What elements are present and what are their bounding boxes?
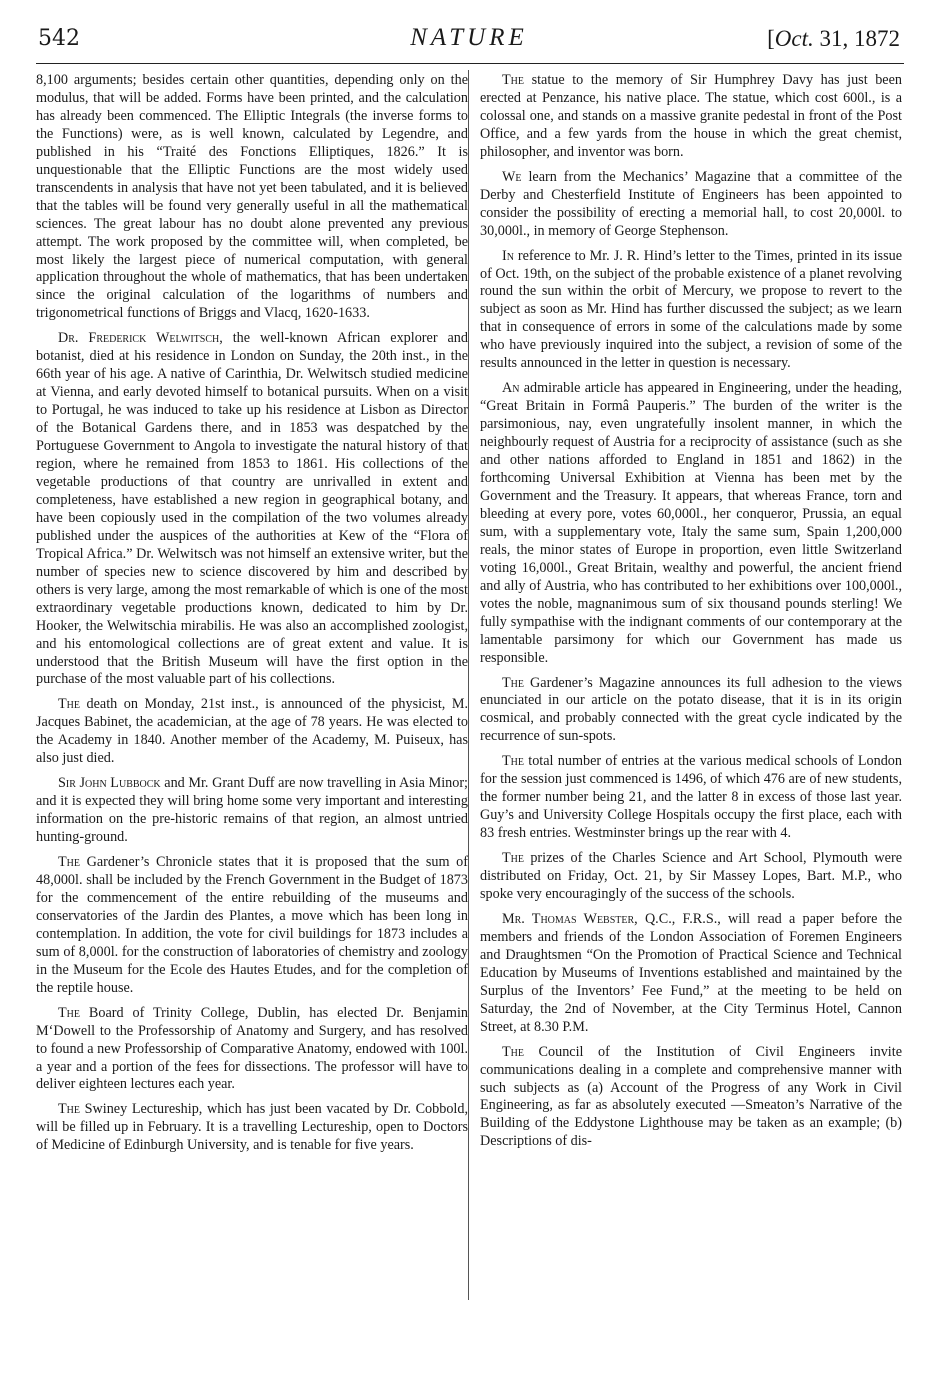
paragraph-stephenson-memorial: We learn from the Mechanics’ Magazine that a committee of the Derby and Chesterfield Institute of Engineers has been appointed to consider the possibility of erecting a memorial hall, to cost 20,000l. to 30,000l., in memory of George Stephenson. <box>480 168 902 239</box>
paragraph-civil-engineers: The Council of the Institution of Civil Engineers invite communications dealing in a complete and comprehensive manner with such subjects as (a) Account of the Progress of any Work in Civil Engineering, as far as absolutely executed —Smeaton’s Narrative of the Building of the Eddystone Lighthouse may be taken as an example; (b) Descriptions of dis- <box>480 1043 902 1150</box>
paragraph-davy-statue: The statue to the memory of Sir Humphrey Davy has just been erected at Penzance, his native place. The statue, which cost 600l., is a colossal one, and stands on a massive granite pedestal in front of the Post Office, and a few yards from the house in which the great chemist, philosopher, and inventor was born. <box>480 72 902 160</box>
header-rule <box>36 63 904 64</box>
paragraph-plymouth-school: The prizes of the Charles Science and Art School, Plymouth were distributed on Friday, Oct. 21, by Sir Massey Lopes, Bart. M.P., who spoke very encouragingly of the success of the schools. <box>480 850 902 902</box>
paragraph-welwitsch: Dr. Frederick Welwitsch, the well-known African explorer and botanist, died at his residence in London on Sunday, the 20th inst., in the 66th year of his age. A native of Carinthia, Dr. Welwitsch studied medicine at Vienna, and early devoted himself to botanical pursuits. When on a visit to Portugal, he was induced to take up his residence at Lisbon as Director of the Botanical Gardens there, and in 1853 was despatched by the Portuguese Government to Angola to investigate the natural history of that region, where he remained from 1853 to 1861. His collections of the vegetable productions of that country are unrivalled in extent and completeness, have established a new region in geographical botany, and have been copiously used in the compilation of the two volumes already published under the auspices of the authorities at Kew of the “Flora of Tropical Africa.” Dr. Welwitsch was not himself an extensive writer, but the number of species new to science discovered by him and described by others is very large, among the most remarkable of which is one of the most extraordinary vegetable productions known, dedicated to him by Dr. Hooker, the Welwitschia mirabilis. He was also an accomplished zoologist, and his entomological collections are of great extent and value. It is understood that the British Museum will have the first option in the purchase of the most valuable part of his collections. <box>36 330 468 688</box>
paragraph-swiney-lectureship: The Swiney Lectureship, which has just been vacated by Dr. Cobbold, will be filled up in February. It is a travelling Lectureship, open to Doctors of Medicine of Edinburgh University, and is tenable for five years. <box>36 1101 468 1154</box>
paragraph-lubbock: Sir John Lubbock and Mr. Grant Duff are now travelling in Asia Minor; and it is expected they will bring home some very important and interesting information on the pre-historic remains of that region, an almost untried hunting-ground. <box>36 775 468 846</box>
paragraph-webster-paper: Mr. Thomas Webster, Q.C., F.R.S., will read a paper before the members and friends of the London Association of Foremen Engineers and Draughtsmen “On the Promotion of Practical Science and Technical Education by Museums of Inventions established and maintained by the Surplus of the Inventors’ Fee Fund,” at the meeting to be held on Saturday, the 2nd of November, at the City Terminus Hotel, Cannon Street, at 8.30 P.M. <box>480 910 902 1035</box>
paragraph-trinity-college: The Board of Trinity College, Dublin, has elected Dr. Benjamin M‘Dowell to the Professorship of Anatomy and Surgery, and has resolved to found a new Professorship of Comparative Anatomy, endowed with 100l. a year and a portion of the fees for dissections. The professor will have to deliver eighteen lectures each year. <box>36 1004 468 1093</box>
column-divider <box>468 70 469 1300</box>
right-column <box>480 72 902 1372</box>
page-number: 542 <box>38 26 80 51</box>
journal-title: NATURE <box>410 24 528 51</box>
paragraph-forma-pauperis: An admirable article has appeared in Engineering, under the heading, “Great Britain in Formâ Pauperis.” The burden of the writer is the parsimonious, nay, even ungratefully insolent manner, in which the neighbourly request of Austria for a reciprocity of assistance (such as she and other nations afforded to England in 1851 and 1862) in the forthcoming Universal Exhibition at Vienna has been met by the Government and the Treasury. It appears, that whereas France, torn and bleeding at every pore, votes 60,000l., her conqueror, Prussia, an equal sum, with a supplementary vote, Italy the same sum, Spain 1,200,000 reals, the minor states of Europe in proportion, even little Switzerland voting 16,000l., Great Britain, wealthy and powerful, the ancient friend and ally of Austria, who has contributed to her exhibitions over 100,000l., votes the noble, magnanimous sum of six thousand pounds sterling! We fully sympathise with the indignant comments of our contemporary at the lamentable parsimony for which our Government has made us responsible. <box>480 380 902 666</box>
paragraph-hind-letter: In reference to Mr. J. R. Hind’s letter to the Times, printed in its issue of Oct. 19th, on the subject of the probable existence of a planet revolving round the sun within the orbit of Mercury, we propose to revert to the subject as soon as Mr. Hind has further discussed the subject; as we learn that in consequence of errors in some of the calculations made by some who have previously inquired into the subject, a revision of some of the results announced in the letter in question is necessary. <box>480 247 902 372</box>
page-header <box>0 0 938 64</box>
paragraph-gardeners-magazine: The Gardener’s Magazine announces its full adhesion to the views enunciated in our article on the potato disease, that it is in its origin cosmical, and probably connected with the great cycle indicated by the recurrence of sun-spots. <box>480 674 902 745</box>
paragraph-jardin-des-plantes: The Gardener’s Chronicle states that it is proposed that the sum of 48,000l. shall be included by the French Government in the Budget of 1873 for the commencement of the entire rebuilding of the museums and conservatories of the Jardin des Plantes, a move which has been long in contemplation. In addition, the vote for civil buildings for 1873 includes a sum of 8,000l. for the construction of laboratories of chemistry and zoology in the Museum for the Ecole des Hautes Etudes, and for the completion of the reptile house. <box>36 854 468 996</box>
issue-date: [Oct. 31, 1872 <box>767 26 900 51</box>
paragraph-babinet: The death on Monday, 21st inst., is announced of the physicist, M. Jacques Babinet, the academician, at the age of 78 years. He was elected to the Academy in 1840. Another member of the Academy, M. Puiseux, has also just died. <box>36 696 468 767</box>
paragraph-medical-schools: The total number of entries at the various medical schools of London for the session just commenced is 1496, of which 476 are of new students, the former number being 21, and the latter 8 in excess of those last year. Guy’s and University College Hospitals occupy the first place, each with 83 fresh entries. Westminster brings up the rear with 4. <box>480 753 902 842</box>
left-column <box>36 72 468 1372</box>
paragraph-elliptic-functions: 8,100 arguments; besides certain other quantities, depending only on the modulus, that will be added. Forms have been printed, and the calculation has already been commenced. The Elliptic Integrals (the inverse forms to the Functions) were, as is well known, calculated by Legendre, and published in his “Traité des Fonctions Elliptiques, 1826.” It is unquestionable that the Elliptic Functions are the most widely used transcendents in analysis that have not yet been tabulated, and it is believed that the tables will be found very generally useful in all the mathematical sciences. The great labour has no doubt alone prevented any previous attempt. The work proposed by the committee will, when completed, be most likely the largest piece of numerical computation, with general application throughout the whole of mathematics, that has been undertaken since the original calculation of the logarithms of numbers and trigonometrical functions of Briggs and Vlacq, 1620-1633. <box>36 72 468 322</box>
